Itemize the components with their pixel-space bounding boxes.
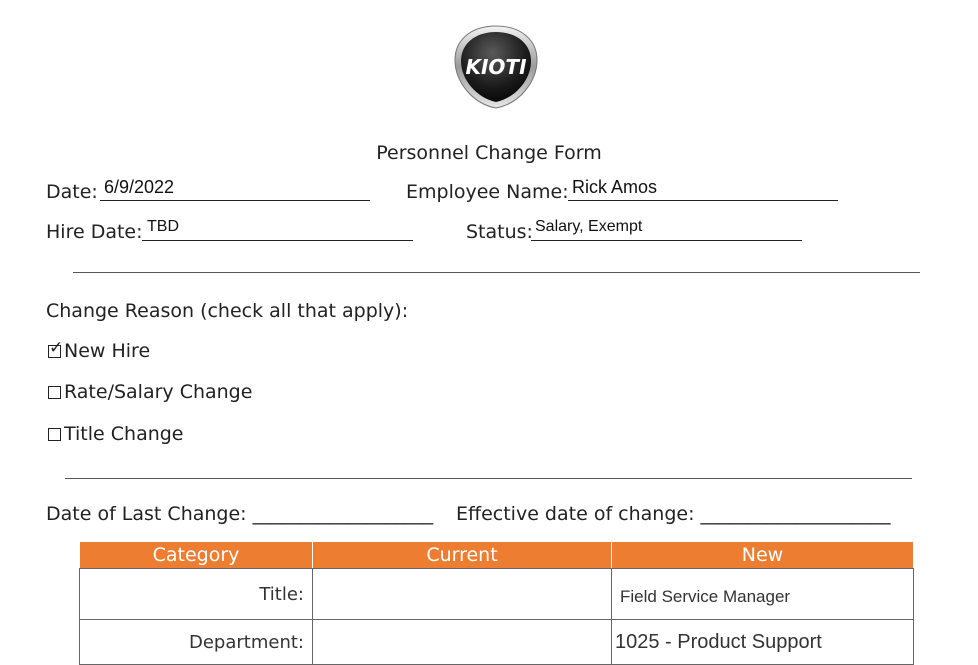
- current-cell[interactable]: [313, 620, 612, 665]
- table-row: [80, 569, 914, 620]
- header-current: Current: [313, 542, 612, 569]
- header-category: Category: [80, 542, 313, 569]
- change-reason-heading: Change Reason (check all that apply):: [46, 300, 409, 322]
- date-field-line[interactable]: [100, 200, 370, 201]
- section-divider: [65, 478, 912, 479]
- section-divider: [73, 272, 920, 273]
- hire-date-line[interactable]: [142, 240, 413, 241]
- date-of-last-change[interactable]: Date of Last Change: ___________________: [46, 503, 434, 525]
- effective-date-of-change[interactable]: Effective date of change: ____________________: [456, 503, 891, 525]
- title-change-checkbox[interactable]: [48, 428, 61, 441]
- date-value[interactable]: 6/9/2022: [104, 177, 175, 197]
- employee-name-line[interactable]: [568, 200, 838, 201]
- hire-date-value[interactable]: TBD: [147, 218, 179, 235]
- category-cell: Title:: [80, 569, 313, 620]
- new-cell[interactable]: 1025 - Product Support: [612, 620, 914, 665]
- table-row: [80, 620, 914, 665]
- option-rate-salary-change[interactable]: [48, 381, 252, 403]
- new-hire-checkbox[interactable]: [48, 337, 64, 358]
- status-value[interactable]: Salary, Exempt: [535, 218, 643, 235]
- new-cell[interactable]: Field Service Manager: [612, 569, 914, 620]
- form-title: Personnel Change Form: [376, 142, 602, 164]
- status-line[interactable]: [531, 240, 802, 241]
- company-logo: [451, 22, 541, 112]
- option-label: Rate/Salary Change: [64, 381, 253, 403]
- header-new: New: [612, 542, 914, 569]
- employee-name-value[interactable]: Rick Amos: [572, 177, 658, 197]
- employee-name-label: Employee Name:: [406, 181, 569, 203]
- table-header-row: [80, 542, 914, 569]
- option-title-change[interactable]: [48, 423, 184, 445]
- option-label: New Hire: [64, 340, 151, 362]
- rate-salary-checkbox[interactable]: [48, 386, 61, 399]
- current-cell[interactable]: [313, 569, 612, 620]
- option-new-hire[interactable]: [48, 337, 151, 362]
- status-label: Status:: [466, 221, 533, 243]
- date-label: Date:: [46, 181, 98, 203]
- logo-text: KIOTI: [465, 55, 527, 79]
- category-cell: Department:: [80, 620, 313, 665]
- change-table: [79, 541, 914, 665]
- option-label: Title Change: [64, 423, 184, 445]
- checkmark-icon: ✓: [49, 337, 64, 358]
- hire-date-label: Hire Date:: [46, 221, 143, 243]
